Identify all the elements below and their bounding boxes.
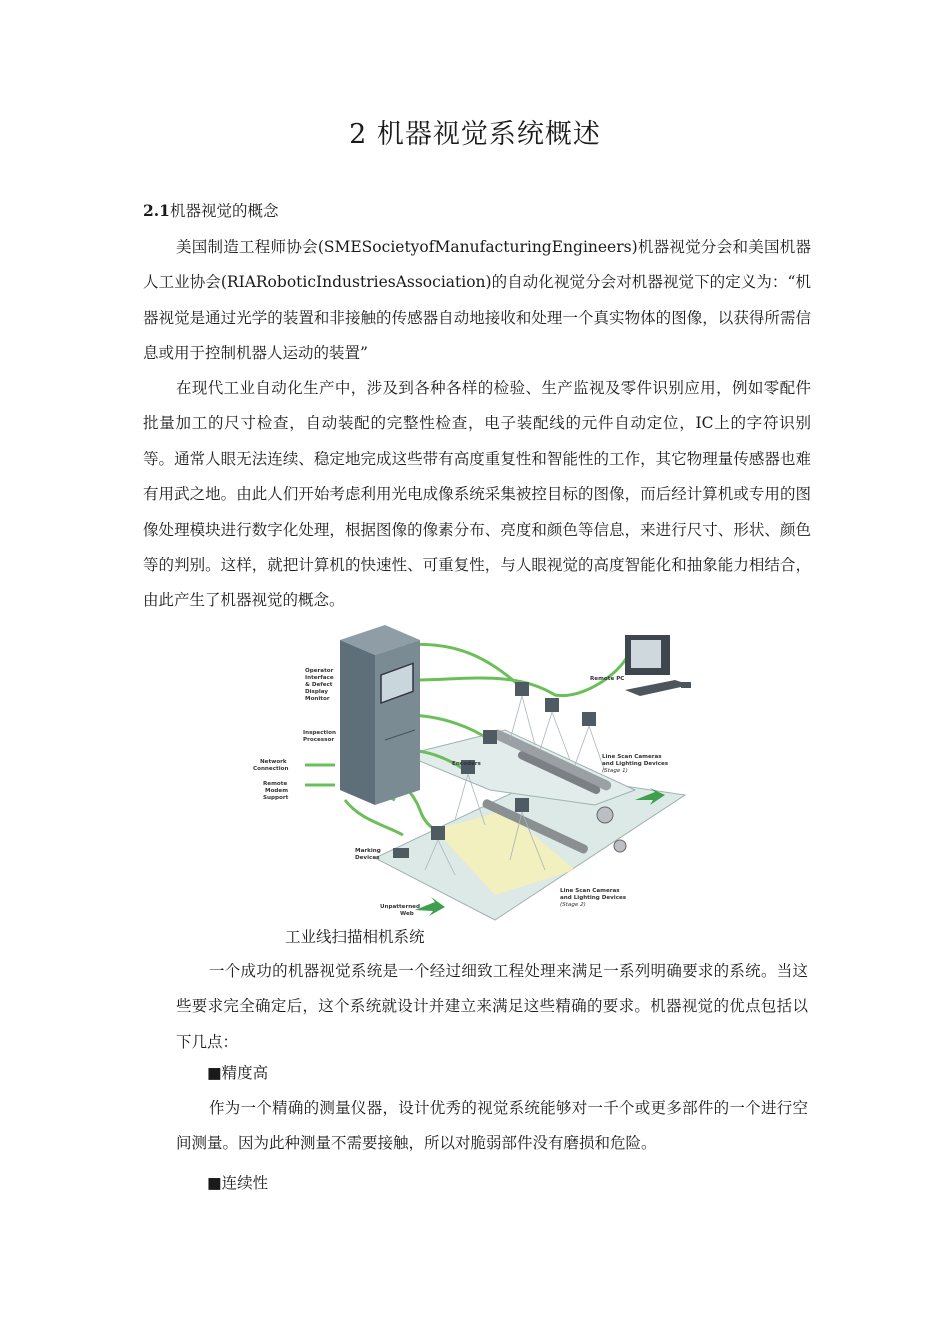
section-number: 2.1 — [143, 201, 170, 220]
label-operator-4: Display — [305, 689, 329, 695]
label-stage2-c: (Stage 2) — [560, 902, 586, 908]
label-marking-2: Devices — [355, 855, 380, 861]
remote-pc — [625, 635, 691, 696]
paragraph-success: 一个成功的机器视觉系统是一个经过细致工程处理来满足一系列明确要求的系统。当这些要求完全确定后，这个系统就设计并建立来满足这些精确的要求。机器视觉的优点包括以下几点： — [176, 962, 808, 1051]
system-diagram — [245, 620, 705, 926]
label-modem-3: Support — [263, 795, 289, 801]
inspection-cabinet — [340, 625, 420, 805]
paragraph-applications: 在现代工业自动化生产中，涉及到各种各样的检验、生产监视及零件识别应用，例如零配件批量加工的尺寸检查，自动装配的完整性检查，电子装配线的元件自动定位，IC上的字符识别等。通常人眼无法连续、稳定地完成这些带有高度重复性和智能性的工作，其它物理量传感器也难有用武之地。由此人们开始考虑利用光电成像系统采集被控目标的图像，而后经计算机或专用的图像处理模块进行数字化处理，根据图像的像素分布、亮度和颜色等信息，来进行尺寸、形状、颜色等的判别。这样，就把计算机的快速性、可重复性，与人眼视觉的高度智能化和抽象能力相结合，由此产生了机器视觉的概念。 — [143, 379, 811, 610]
label-stage2-a: Line Scan Cameras — [560, 888, 620, 894]
figure-caption: 工业线扫描相机系统 — [285, 928, 425, 946]
label-unpatterned-2: Web — [400, 911, 414, 917]
label-modem-2: Modem — [265, 788, 289, 794]
label-stage1-c: (Stage 1) — [602, 768, 628, 774]
label-operator-1: Operator — [305, 668, 334, 674]
label-stage2-b: and Lighting Devices — [560, 895, 627, 901]
label-operator-2: Interface — [305, 675, 334, 681]
label-network-2: Connection — [253, 766, 289, 772]
bullet-continuity: ■连续性 — [207, 1174, 269, 1192]
line-scan-system-figure — [245, 620, 705, 926]
page-title: 2 机器视觉系统概述 — [349, 119, 601, 150]
label-marking-1: Marking — [355, 848, 381, 854]
label-network-1: Network — [260, 759, 287, 765]
label-modem-1: Remote — [263, 781, 288, 787]
label-stage1-b: and Lighting Devices — [602, 761, 669, 767]
bullet-high-precision: ■精度高 — [207, 1064, 269, 1082]
label-encoders: Encoders — [452, 761, 481, 767]
label-unpatterned-1: Unpatterned — [380, 904, 420, 910]
paragraph-definition: 美国制造工程师协会(SMESocietyofManufacturingEngineers)机器视觉分会和美国机器人工业协会(RIARoboticIndustriesAssociation)的自动化视觉分会对机器视觉下的定义为：“机器视觉是通过光学的装置和非接触的传感器自动地接收和处理一个真实物体的图像，以获得所需信息或用于控制机器人运动的装置” — [143, 238, 811, 363]
label-remote-pc: Remote PC — [590, 676, 625, 682]
label-operator-5: Monitor — [305, 696, 330, 702]
label-operator-3: & Defect — [305, 682, 333, 688]
label-inspection-1: Inspection — [303, 730, 336, 736]
section-heading — [143, 199, 278, 221]
label-stage1-a: Line Scan Cameras — [602, 754, 662, 760]
paragraph-precision: 作为一个精确的测量仪器，设计优秀的视觉系统能够对一千个或更多部件的一个进行空间测量。因为此种测量不需要接触，所以对脆弱部件没有磨损和危险。 — [176, 1099, 808, 1153]
label-inspection-2: Processor — [303, 737, 335, 743]
section-title: 机器视觉的概念 — [169, 202, 279, 220]
